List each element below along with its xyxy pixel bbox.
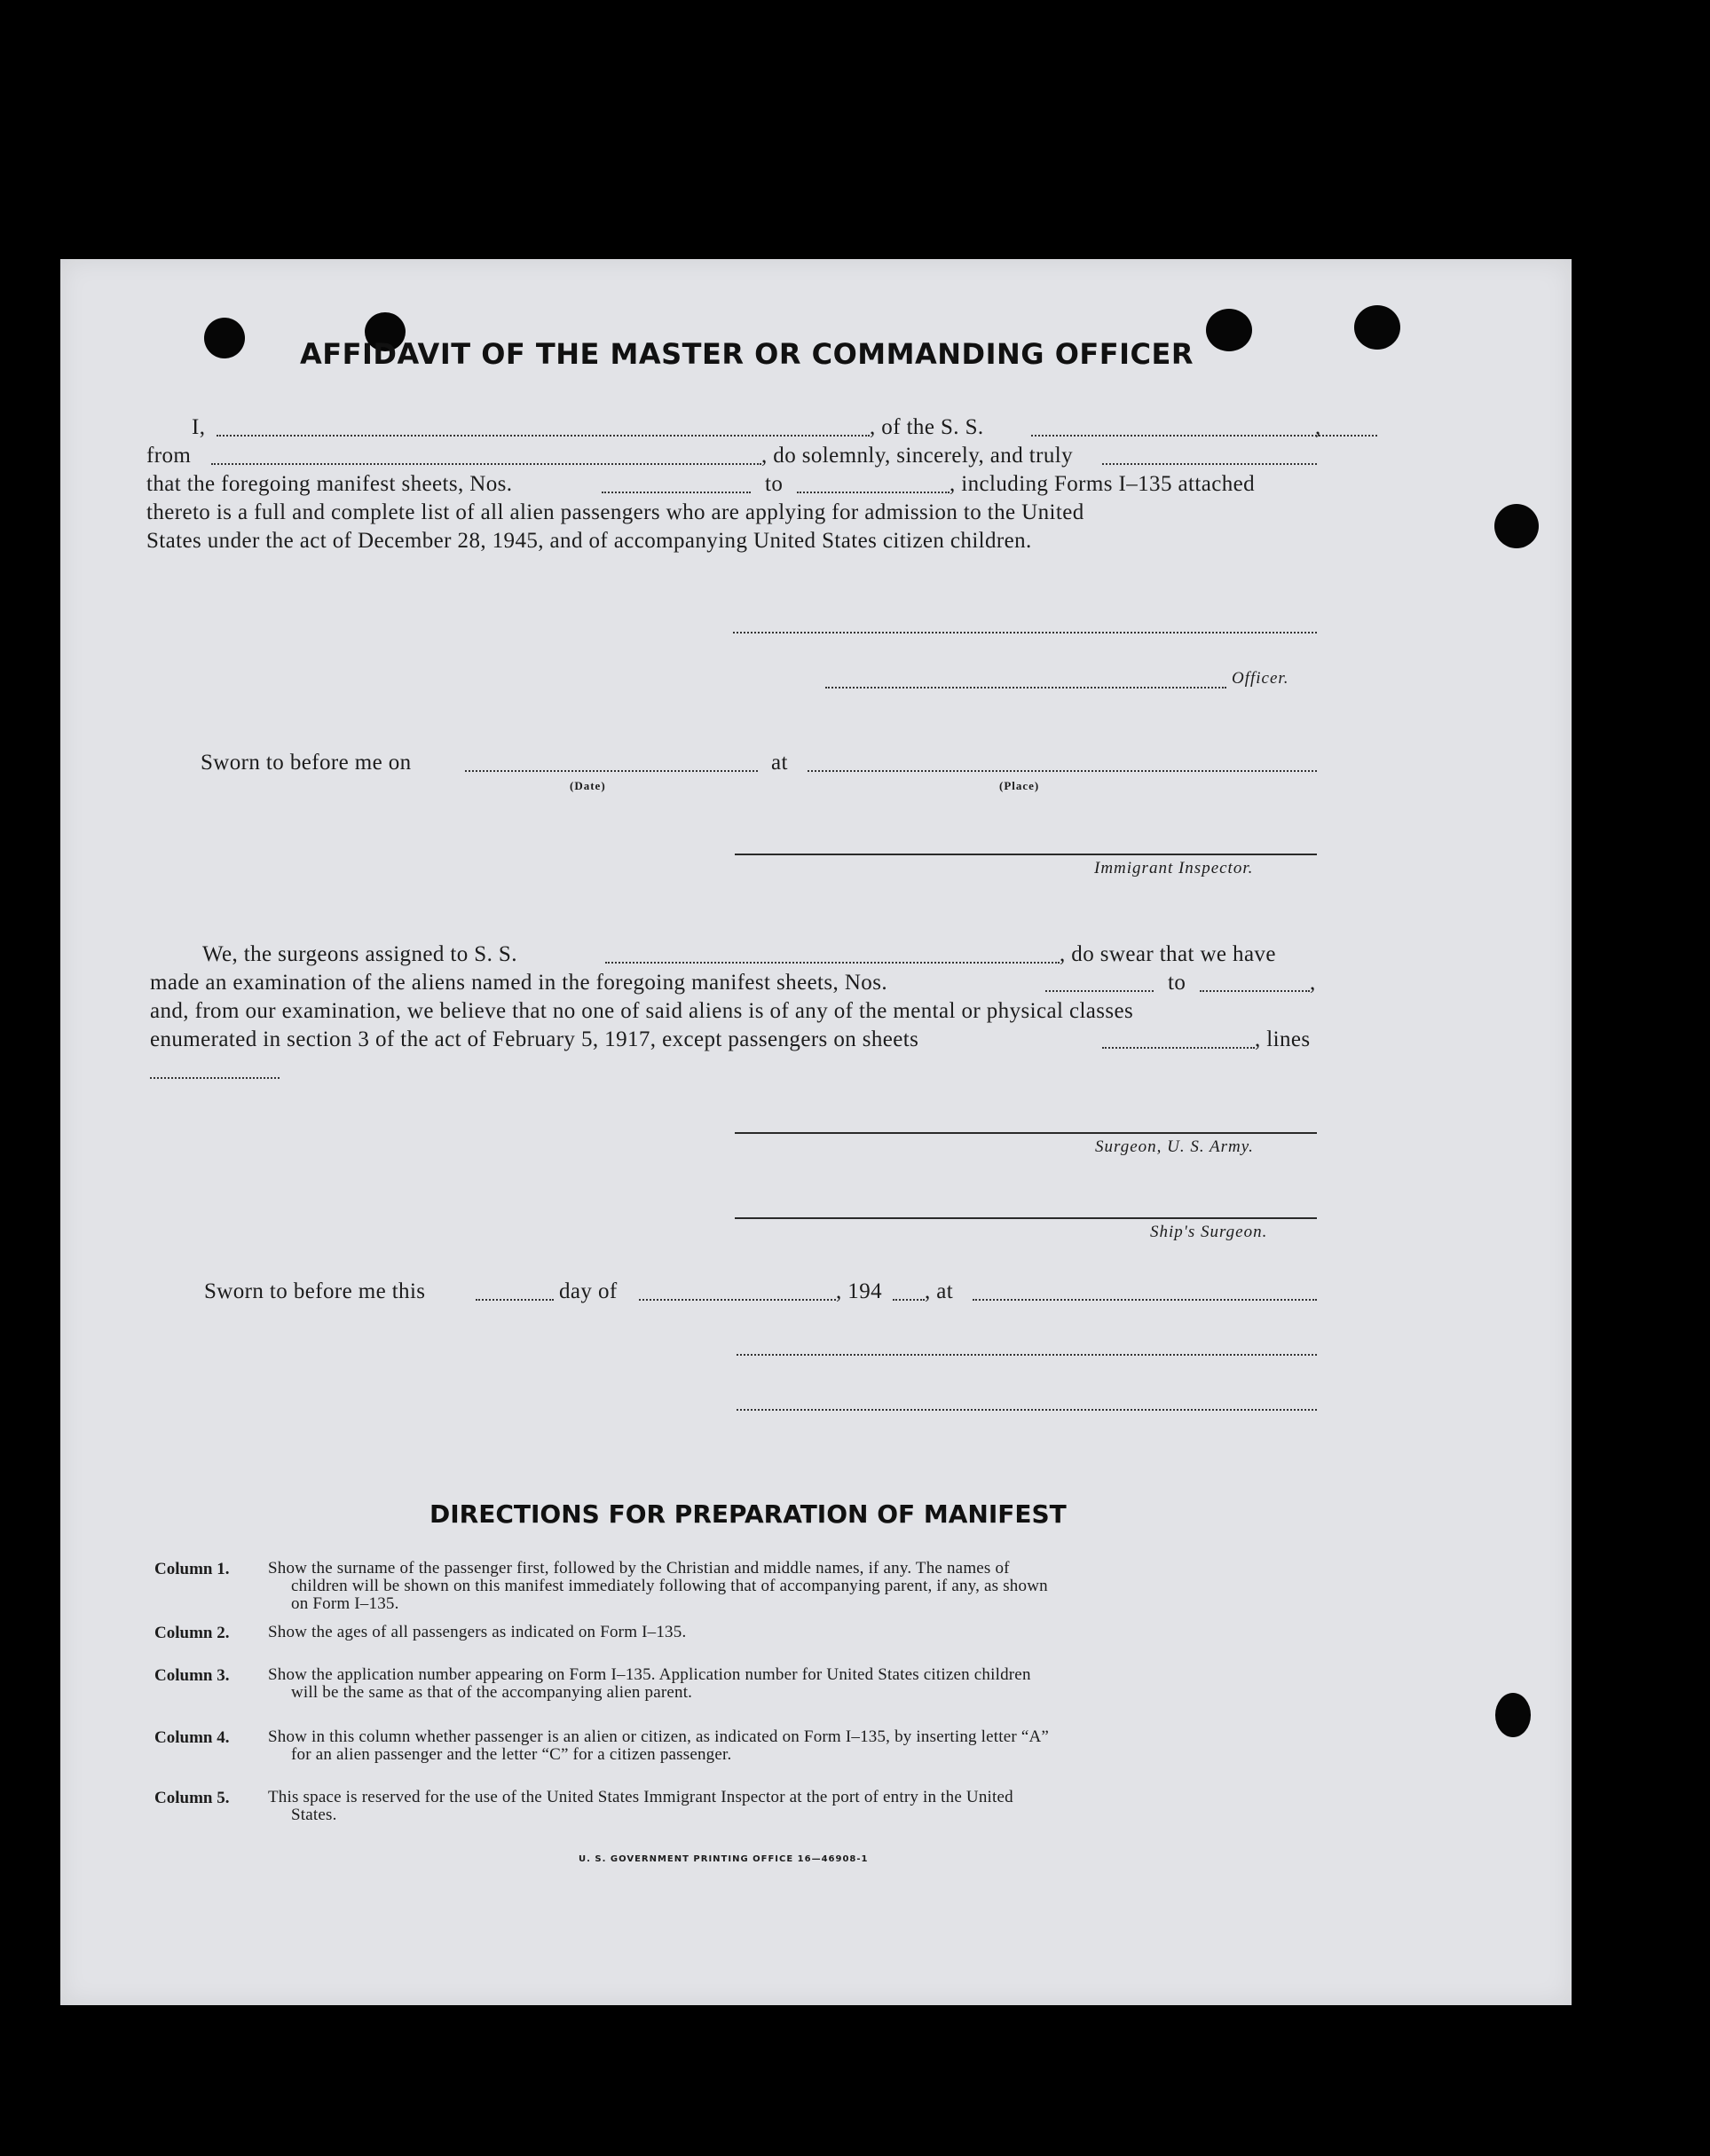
directions-title: DIRECTIONS FOR PREPARATION OF MANIFEST [429, 1499, 1067, 1529]
column-1-text [268, 1560, 1430, 1613]
affidavit-line5: States under the act of December 28, 1945, and of accompanying United States citizen children. [146, 529, 1032, 553]
sworn2-signature-line-2[interactable] [737, 1409, 1317, 1411]
sworn2-signature-line-1[interactable] [737, 1354, 1317, 1356]
affidavit-line1-end: , [1315, 415, 1321, 439]
column-4-line-2: for an alien passenger and the letter “C” for a citizen passenger. [291, 1745, 732, 1764]
column-2-label: Column 2. [154, 1624, 230, 1642]
surgeons-line1-end: , do swear that we have [1060, 942, 1276, 966]
surgeons-line3: and, from our examination, we believe that no one of said aliens is of any of the mental or physical classes [150, 999, 1134, 1023]
ships-surgeon-caption: Ship's Surgeon. [1150, 1223, 1268, 1241]
punch-hole-right-upper [1494, 504, 1539, 548]
punch-hole-top-left [204, 318, 245, 358]
affidavit-line2-mid: , do solemnly, sincerely, and truly [761, 444, 1073, 468]
punch-hole-corner [1354, 305, 1400, 350]
column-5-line-2: States. [291, 1806, 337, 1824]
surgeons-ship-field[interactable] [605, 962, 1060, 964]
ships-surgeon-signature-line[interactable] [735, 1217, 1317, 1219]
column-1-label: Column 1. [154, 1560, 230, 1578]
surgeon-army-caption: Surgeon, U. S. Army. [1095, 1137, 1254, 1156]
sworn2-prefix: Sworn to before me this [204, 1279, 426, 1303]
surgeons-line2-prefix: made an examination of the aliens named in the foregoing manifest sheets, Nos. [150, 971, 887, 995]
column-1-line-2: children will be shown on this manifest immediately following that of accompanying parent, if any, as shown [291, 1577, 1048, 1595]
sworn2-month-field[interactable] [639, 1299, 836, 1301]
column-5-text [268, 1789, 1430, 1824]
sworn-before-prefix: Sworn to before me on [201, 751, 412, 775]
column-2-line-1: Show the ages of all passengers as indicated on Form I–135. [268, 1623, 687, 1641]
sworn2-year: , 194 [836, 1279, 882, 1303]
excepted-lines-field[interactable] [150, 1077, 280, 1079]
form-page [60, 259, 1572, 2005]
officer-caption: Officer. [1232, 669, 1289, 688]
immigrant-inspector-caption: Immigrant Inspector. [1094, 859, 1254, 877]
affidavit-line3-to: to [765, 472, 784, 496]
master-name-field[interactable] [217, 435, 870, 437]
inspector-signature-line[interactable] [735, 854, 1317, 855]
exam-sheet-to-field[interactable] [1200, 990, 1310, 992]
sworn-place-field[interactable] [808, 770, 1317, 772]
surgeons-line4-prefix: enumerated in section 3 of the act of February 5, 1917, except passengers on sheets [150, 1027, 919, 1051]
affidavit-line1-prefix: I, [192, 415, 206, 439]
surgeons-line2-end: , [1310, 971, 1316, 995]
surgeons-line1-prefix: We, the surgeons assigned to S. S. [202, 942, 517, 966]
army-surgeon-signature-line[interactable] [735, 1132, 1317, 1134]
punch-hole-right-lower [1495, 1693, 1531, 1737]
affidavit-line4: thereto is a full and complete list of all alien passengers who are applying for admission to the United [146, 500, 1084, 524]
sworn-at-label: at [771, 751, 788, 775]
column-4-line-1: Show in this column whether passenger is an alien or citizen, as indicated on Form I–135, by inserting letter “A” [268, 1727, 1050, 1746]
affirmation-field[interactable] [1102, 463, 1317, 465]
exam-sheet-from-field[interactable] [1045, 990, 1154, 992]
page-title: AFFIDAVIT OF THE MASTER OR COMMANDING OFFICER [300, 337, 1194, 371]
sheet-from-field[interactable] [602, 492, 751, 493]
date-caption: (Date) [570, 779, 606, 792]
sworn2-at: , at [925, 1279, 954, 1303]
ship-name-field[interactable] [1031, 435, 1377, 437]
officer-title-line[interactable] [825, 687, 1226, 689]
sworn-date-field[interactable] [465, 770, 758, 772]
sworn2-year-field[interactable] [893, 1299, 925, 1301]
surgeons-line2-to: to [1168, 971, 1186, 995]
column-5-line-1: This space is reserved for the use of the United States Immigrant Inspector at the port of entry in the United [268, 1788, 1013, 1806]
column-5-label: Column 5. [154, 1789, 230, 1807]
master-signature-line[interactable] [733, 632, 1317, 633]
sheet-to-field[interactable] [797, 492, 950, 493]
column-3-label: Column 3. [154, 1666, 230, 1685]
sworn2-day-field[interactable] [476, 1299, 554, 1301]
place-caption: (Place) [999, 779, 1040, 792]
surgeons-line4-end: , lines [1255, 1027, 1311, 1051]
column-1-line-3: on Form I–135. [291, 1594, 399, 1613]
column-2-text [268, 1624, 1430, 1641]
affidavit-line1-mid: , of the S. S. [870, 415, 984, 439]
sworn2-place-field[interactable] [973, 1299, 1317, 1301]
column-3-text [268, 1666, 1430, 1702]
column-4-text [268, 1728, 1430, 1764]
column-3-line-2: will be the same as that of the accompanying alien parent. [291, 1683, 693, 1702]
punch-hole-top-right [1206, 309, 1252, 351]
column-1-line-1: Show the surname of the passenger first, followed by the Christian and middle names, if any. The names of [268, 1559, 1010, 1578]
column-4-label: Column 4. [154, 1728, 230, 1747]
affidavit-line3-prefix: that the foregoing manifest sheets, Nos. [146, 472, 513, 496]
printing-office-footer: U. S. GOVERNMENT PRINTING OFFICE 16—46908-1 [579, 1854, 869, 1864]
sworn2-day-of: day of [559, 1279, 618, 1303]
affidavit-line2-prefix: from [146, 444, 192, 468]
excepted-sheets-field[interactable] [1102, 1047, 1255, 1049]
departure-port-field[interactable] [211, 463, 761, 465]
affidavit-line3-end: , including Forms I–135 attached [950, 472, 1255, 496]
column-3-line-1: Show the application number appearing on Form I–135. Application number for United States citizen children [268, 1665, 1031, 1684]
